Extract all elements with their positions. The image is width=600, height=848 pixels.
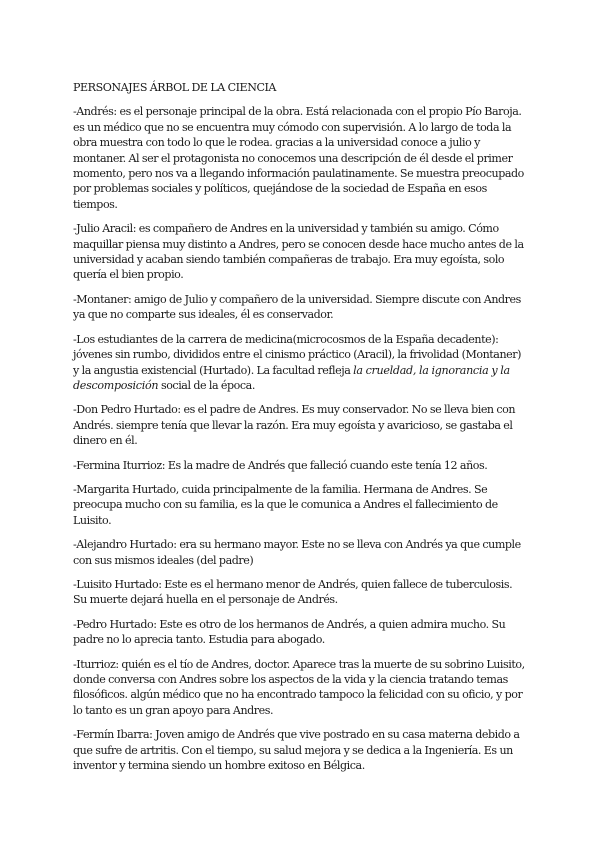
paragraph-text: -Los estudiantes de la carrera de medicina(microcosmos de la España decadente): jóvenes sin rumbo, divididos entre el cinismo práctico (Aracil), la frivolidad (Montaner) y la angustia existencial (Hurtado). La facultad refleja (73, 332, 521, 377)
paragraph-estudiantes (73, 332, 528, 394)
document-title: PERSONAJES ÁRBOL DE LA CIENCIA (73, 81, 276, 94)
paragraph-text: -Fermín Ibarra: Joven amigo de Andrés que vive postrado en su casa materna debido a que sufre de artritis. Con el tiempo, su salud mejora y se dedica a la Ingeniería. Es un inventor y termina siendo un hombre exitoso en Bélgica. (73, 728, 520, 773)
paragraph-andres (73, 104, 528, 212)
paragraph-text: -Montaner: amigo de Julio y compañero de la universidad. Siempre discute con Andres ya que no comparte sus ideales, él es conservador. (73, 292, 521, 322)
document-page (73, 80, 528, 782)
paragraph-text: -Pedro Hurtado: Este es otro de los hermanos de Andrés, a quien admira mucho. Su padre no lo aprecia tanto. Estudia para abogado. (73, 617, 506, 647)
paragraph-italic-text: la crueldad, la ignorancia y la descomposición (73, 363, 510, 392)
paragraph-text-after: social de la época. (158, 378, 255, 392)
paragraph-montaner (73, 292, 528, 323)
paragraph-text: -Don Pedro Hurtado: es el padre de Andres. Es muy conservador. No se lleva bien con Andrés. siempre tenía que llevar la razón. Era muy egoísta y avaricioso, se gastaba el dinero en él. (73, 403, 516, 448)
paragraph-text: -Julio Aracil: es compañero de Andres en la universidad y también su amigo. Cómo maquillar piensa muy distinto a Andres, pero se conocen desde hace mucho antes de la universidad y acaban siendo también compañeras de trabajo. Era muy egoísta, solo quería el bien propio. (73, 222, 524, 282)
paragraph-alejandro-hurtado (73, 537, 528, 568)
paragraph-don-pedro-hurtado (73, 402, 528, 448)
paragraph-julio-aracil (73, 221, 528, 283)
paragraph-text: -Margarita Hurtado, cuida principalmente de la familia. Hermana de Andres. Se preocupa mucho con su familia, es la que le comunica a Andres el fallecimiento de Luisito. (73, 482, 498, 527)
paragraph-text: -Iturrioz: quién es el tío de Andres, doctor. Aparece tras la muerte de su sobrino Luisito, donde conversa con Andres sobre los aspectos de la vida y la ciencia tratando temas filosóficos. algún médico que no ha encontrado tampoco la felicidad con su oficio, y por lo tanto es un gran apoyo para Andres. (73, 657, 525, 717)
paragraph-pedro-hurtado (73, 617, 528, 648)
paragraph-fermina-iturrioz (73, 458, 528, 473)
paragraph-luisito-hurtado (73, 577, 528, 608)
paragraph-fermin-ibarra (73, 727, 528, 773)
paragraph-text: -Andrés: es el personaje principal de la obra. Está relacionada con el propio Pío Baroja. es un médico que no se encuentra muy cómodo con supervisión. A lo largo de toda la obra muestra con todo lo que le rodea. gracias a la universidad conoce a julio y montaner. Al ser el protagonista no conocemos una descripción de él desde el primer momento, pero nos va a llegando información paulatinamente. Se muestra preocupado por problemas sociales y políticos, quejándose de la sociedad de España en esos tiempos. (73, 105, 524, 211)
paragraph-margarita-hurtado (73, 482, 528, 528)
paragraph-iturrioz (73, 657, 528, 719)
paragraph-text: -Alejandro Hurtado: era su hermano mayor. Este no se lleva con Andrés ya que cumple con sus mismos ideales (del padre) (73, 538, 521, 567)
paragraph-text: -Fermina Iturrioz: Es la madre de Andrés que falleció cuando este tenía 12 años. (73, 458, 488, 472)
paragraph-text: -Luisito Hurtado: Este es el hermano menor de Andrés, quien fallece de tuberculosis. Su muerte dejará huella en el personaje de Andrés. (73, 577, 513, 607)
